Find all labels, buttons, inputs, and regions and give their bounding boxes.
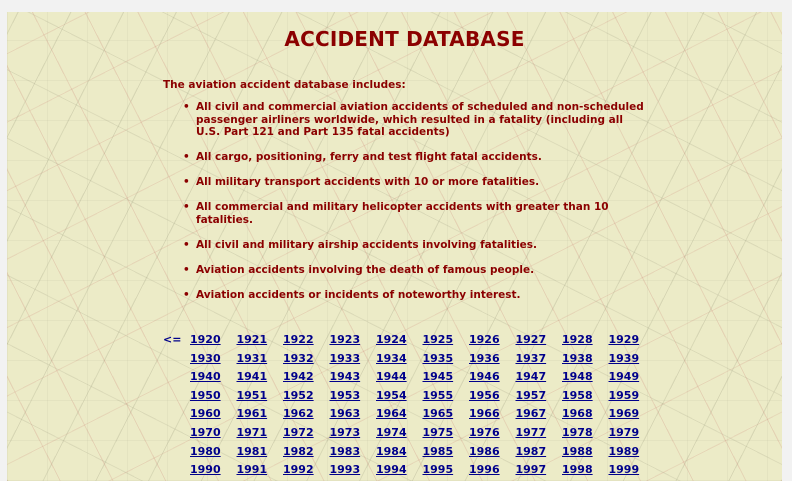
year-link-1999[interactable]: 1999 — [608, 463, 640, 477]
year-link-1933[interactable]: 1933 — [329, 351, 361, 365]
year-link-1962[interactable]: 1962 — [283, 407, 314, 421]
year-link-1930[interactable]: 1930 — [190, 351, 221, 365]
year-link-1992[interactable]: 1992 — [283, 463, 314, 477]
year-link-1937[interactable]: 1937 — [515, 351, 547, 365]
year-link-1986[interactable]: 1986 — [469, 444, 500, 458]
list-item: • Aviation accidents or incidents of noteworthy interest. — [163, 289, 648, 302]
year-link-1922[interactable]: 1922 — [283, 333, 314, 346]
year-link-1963[interactable]: 1963 — [329, 407, 361, 421]
year-link-1924[interactable]: 1924 — [376, 333, 407, 346]
year-link-1947[interactable]: 1947 — [515, 370, 547, 384]
year-link-1996[interactable]: 1996 — [469, 463, 500, 477]
year-link-1920[interactable]: 1920 — [190, 333, 221, 346]
list-item: • All civil and commercial aviation accidents of scheduled and non-scheduled passenger airliners worldwide, which resulted in a fatality (including all U.S. Part 121 and Part 135 fatal accidents) — [163, 101, 648, 139]
year-link-1974[interactable]: 1974 — [376, 425, 407, 439]
year-links-grid — [190, 333, 650, 481]
year-link-1960[interactable]: 1960 — [190, 407, 221, 421]
year-link-1931[interactable]: 1931 — [236, 351, 268, 365]
year-link-1988[interactable]: 1988 — [562, 444, 593, 458]
year-link-1994[interactable]: 1994 — [376, 463, 407, 477]
year-link-1969[interactable]: 1969 — [608, 407, 640, 421]
year-link-1970[interactable]: 1970 — [190, 425, 221, 439]
year-link-1946[interactable]: 1946 — [469, 370, 500, 384]
year-link-1938[interactable]: 1938 — [562, 351, 593, 365]
year-link-1973[interactable]: 1973 — [329, 425, 361, 439]
year-link-1993[interactable]: 1993 — [329, 463, 361, 477]
year-link-1991[interactable]: 1991 — [236, 463, 268, 477]
year-link-1984[interactable]: 1984 — [376, 444, 407, 458]
year-link-1976[interactable]: 1976 — [469, 425, 500, 439]
year-link-1975[interactable]: 1975 — [422, 425, 454, 439]
year-link-1952[interactable]: 1952 — [283, 388, 314, 402]
year-link-1987[interactable]: 1987 — [515, 444, 547, 458]
list-item: • All civil and military airship accidents involving fatalities. — [163, 239, 648, 252]
year-link-1939[interactable]: 1939 — [608, 351, 640, 365]
intro-text: The aviation accident database includes: — [163, 79, 406, 91]
year-link-1929[interactable]: 1929 — [608, 333, 640, 346]
list-item: • Aviation accidents involving the death of famous people. — [163, 264, 648, 277]
previous-years-link[interactable]: <= — [163, 333, 182, 346]
year-link-1934[interactable]: 1934 — [376, 351, 407, 365]
year-link-1943[interactable]: 1943 — [329, 370, 361, 384]
year-link-1955[interactable]: 1955 — [422, 388, 454, 402]
year-link-1925[interactable]: 1925 — [422, 333, 454, 346]
year-link-1948[interactable]: 1948 — [562, 370, 593, 384]
year-link-1998[interactable]: 1998 — [562, 463, 593, 477]
year-link-1995[interactable]: 1995 — [422, 463, 454, 477]
year-link-1936[interactable]: 1936 — [469, 351, 500, 365]
year-link-1951[interactable]: 1951 — [236, 388, 268, 402]
year-link-1957[interactable]: 1957 — [515, 388, 547, 402]
year-link-1985[interactable]: 1985 — [422, 444, 454, 458]
year-link-1942[interactable]: 1942 — [283, 370, 314, 384]
year-link-1928[interactable]: 1928 — [562, 333, 593, 346]
year-link-1967[interactable]: 1967 — [515, 407, 547, 421]
year-link-1961[interactable]: 1961 — [236, 407, 268, 421]
year-link-1927[interactable]: 1927 — [515, 333, 547, 346]
includes-list — [163, 101, 648, 314]
year-link-1932[interactable]: 1932 — [283, 351, 314, 365]
year-link-1953[interactable]: 1953 — [329, 388, 361, 402]
year-link-1968[interactable]: 1968 — [562, 407, 593, 421]
year-link-1972[interactable]: 1972 — [283, 425, 314, 439]
year-link-1935[interactable]: 1935 — [422, 351, 454, 365]
list-item: • All commercial and military helicopter accidents with greater than 10 fatalities. — [163, 201, 648, 226]
list-item: • All cargo, positioning, ferry and test flight fatal accidents. — [163, 151, 648, 164]
year-link-1989[interactable]: 1989 — [608, 444, 640, 458]
year-link-1964[interactable]: 1964 — [376, 407, 407, 421]
year-link-1944[interactable]: 1944 — [376, 370, 407, 384]
year-link-1945[interactable]: 1945 — [422, 370, 454, 384]
year-link-1980[interactable]: 1980 — [190, 444, 221, 458]
year-link-1979[interactable]: 1979 — [608, 425, 640, 439]
year-link-1956[interactable]: 1956 — [469, 388, 500, 402]
page-title: ACCIDENT DATABASE — [284, 27, 525, 51]
year-link-1949[interactable]: 1949 — [608, 370, 640, 384]
year-link-1981[interactable]: 1981 — [236, 444, 268, 458]
year-link-1959[interactable]: 1959 — [608, 388, 640, 402]
year-link-1950[interactable]: 1950 — [190, 388, 221, 402]
year-link-1997[interactable]: 1997 — [515, 463, 547, 477]
year-link-1926[interactable]: 1926 — [469, 333, 500, 346]
year-link-1966[interactable]: 1966 — [469, 407, 500, 421]
list-item: • All military transport accidents with 10 or more fatalities. — [163, 176, 648, 189]
year-link-1990[interactable]: 1990 — [190, 463, 221, 477]
year-link-1977[interactable]: 1977 — [515, 425, 547, 439]
year-link-1921[interactable]: 1921 — [236, 333, 268, 346]
year-link-1971[interactable]: 1971 — [236, 425, 268, 439]
year-link-1982[interactable]: 1982 — [283, 444, 314, 458]
year-link-1954[interactable]: 1954 — [376, 388, 407, 402]
year-link-1978[interactable]: 1978 — [562, 425, 593, 439]
year-link-1958[interactable]: 1958 — [562, 388, 593, 402]
page-content — [7, 12, 782, 481]
year-link-1983[interactable]: 1983 — [329, 444, 361, 458]
year-link-1965[interactable]: 1965 — [422, 407, 454, 421]
year-link-1923[interactable]: 1923 — [329, 333, 361, 346]
year-link-1941[interactable]: 1941 — [236, 370, 268, 384]
year-link-1940[interactable]: 1940 — [190, 370, 221, 384]
